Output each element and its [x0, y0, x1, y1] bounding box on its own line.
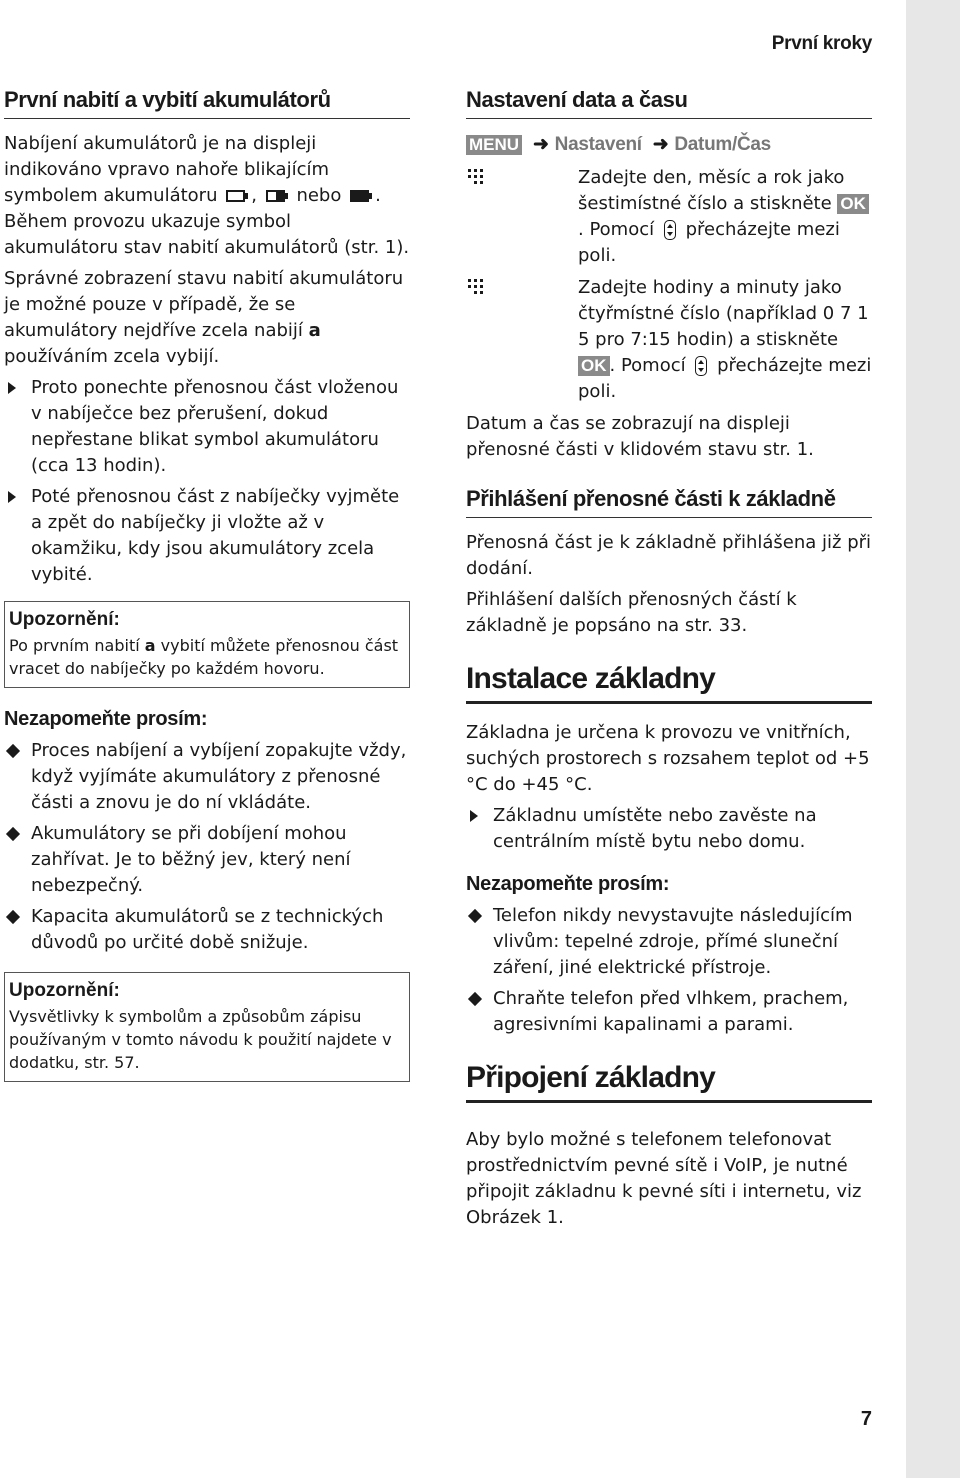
remember-item: Akumulátory se při dobíjení mohou zahřívat. Je to běžný jev, který není nebezpečný.: [4, 821, 410, 899]
note-text: Po prvním nabití a vybití můžete přenosnou část vracet do nabíječky po každém hovoru.: [9, 636, 399, 678]
triangle-bullet-icon: [8, 382, 16, 394]
step-item: Základnu umístěte nebo zavěste na centrálním místě bytu nebo domu.: [466, 803, 872, 855]
remember-item: Chraňte telefon před vlhkem, prachem, agresivními kapalinami a parami.: [466, 986, 872, 1038]
note-title: Upozornění:: [9, 980, 120, 1001]
step-item: Poté přenosnou část z nabíječky vyjměte a zpět do nabíječky ji vložte až v okamžiku, kdy jsou akumulátory zcela vybité.: [4, 484, 410, 588]
section-title-register: Přihlášení přenosné části k základně: [466, 485, 872, 518]
right-column: [466, 86, 872, 1236]
note-box: [4, 601, 410, 688]
section-title-install: Instalace základny: [466, 661, 872, 704]
triangle-bullet-icon: [470, 810, 478, 822]
page-margin-tab: [906, 0, 960, 1478]
note-text: Vysvětlivky k symbolům a způsobům zápisu používaným v tomto návodu k použití najdete v dodatku, str. 57.: [9, 1007, 392, 1072]
battery-full-icon: [350, 190, 372, 202]
remember-item: Telefon nikdy nevystavujte následujícím vlivům: tepelné zdroje, přímé sluneční záření, jiné elektrické přístroje.: [466, 903, 872, 981]
register-paragraph: Přenosná část je k základně přihlášena již při dodání.: [466, 532, 872, 579]
section-title-charging: První nabití a vybití akumulátorů: [4, 86, 410, 119]
ok-key: OK: [578, 356, 610, 376]
left-column: [4, 86, 410, 1100]
page-number: 7: [860, 1408, 872, 1430]
diamond-bullet-icon: [468, 992, 482, 1006]
remember-item: Proces nabíjení a vybíjení zopakujte vždy, když vyjímáte akumulátory z přenosné části a znovu je do ní vkládáte.: [4, 738, 410, 816]
note-box: [4, 972, 410, 1082]
note-title: Upozornění:: [9, 609, 120, 630]
section-title-connect: Připojení základny: [466, 1060, 872, 1103]
navigation-key-icon: [695, 356, 707, 376]
diamond-bullet-icon: [6, 910, 20, 924]
menu-path: MENU ➜ Nastavení ➜ Datum/Čas: [466, 131, 872, 159]
keypad-icon: [468, 279, 484, 295]
step-item: Proto ponechte přenosnou část vloženou v nabíječce bez přerušení, dokud nepřestane blikat symbol akumulátoru (cca 13 hodin).: [4, 375, 410, 479]
diamond-bullet-icon: [468, 909, 482, 923]
arrow-right-icon: ➜: [652, 134, 669, 155]
datetime-step: Zadejte hodiny a minuty jako čtyřmístné číslo (například 0 7 1 5 pro 7:15 hodin) a stiskněte OK . Pomocí přecházejte mezi poli.: [466, 275, 872, 405]
running-head: První kroky: [771, 33, 872, 54]
diamond-bullet-icon: [6, 827, 20, 841]
keypad-icon: [468, 169, 484, 185]
ok-key: OK: [837, 194, 869, 214]
battery-empty-icon: [226, 190, 248, 202]
triangle-bullet-icon: [8, 491, 16, 503]
datetime-note: Datum a čas se zobrazují na displeji přenosné části v klidovém stavu str. 1.: [466, 413, 814, 460]
diamond-bullet-icon: [6, 744, 20, 758]
arrow-right-icon: ➜: [533, 134, 549, 155]
charging-intro: Nabíjení akumulátorů je na displeji indikováno vpravo nahoře blikajícím symbolem akumulátoru , nebo . Během provozu ukazuje symbol akumulátoru stav nabití akumulátorů (str. 1).: [4, 133, 410, 258]
charging-paragraph: Správné zobrazení stavu nabití akumulátoru je možné pouze v případě, že se akumulátory nejdříve zcela nabijí a používáním zcela vybijí.: [4, 268, 404, 367]
install-paragraph: Základna je určena k provozu ve vnitřních, suchých prostorech s rozsahem teplot od +5 °C do +45 °C.: [466, 722, 870, 795]
remember-title: Nezapomeňte prosím:: [466, 873, 670, 895]
remember-item: Kapacita akumulátorů se z technických důvodů po určité době snižuje.: [4, 904, 410, 956]
datetime-step: Zadejte den, měsíc a rok jako šestimístné číslo a stiskněte OK. Pomocí přecházejte mezi poli.: [466, 165, 872, 269]
remember-title: Nezapomeňte prosím:: [4, 708, 208, 730]
section-title-datetime: Nastavení data a času: [466, 86, 872, 119]
register-paragraph: Přihlášení dalších přenosných částí k základně je popsáno na str. 33.: [466, 589, 797, 636]
menu-key: MENU: [466, 135, 522, 155]
navigation-key-icon: [664, 220, 676, 240]
connect-paragraph: Aby bylo možné s telefonem telefonovat prostřednictvím pevné sítě i VoIP, je nutné připojit základnu k pevné síti i internetu, viz Obrázek 1.: [466, 1129, 862, 1228]
battery-half-icon: [266, 190, 288, 202]
